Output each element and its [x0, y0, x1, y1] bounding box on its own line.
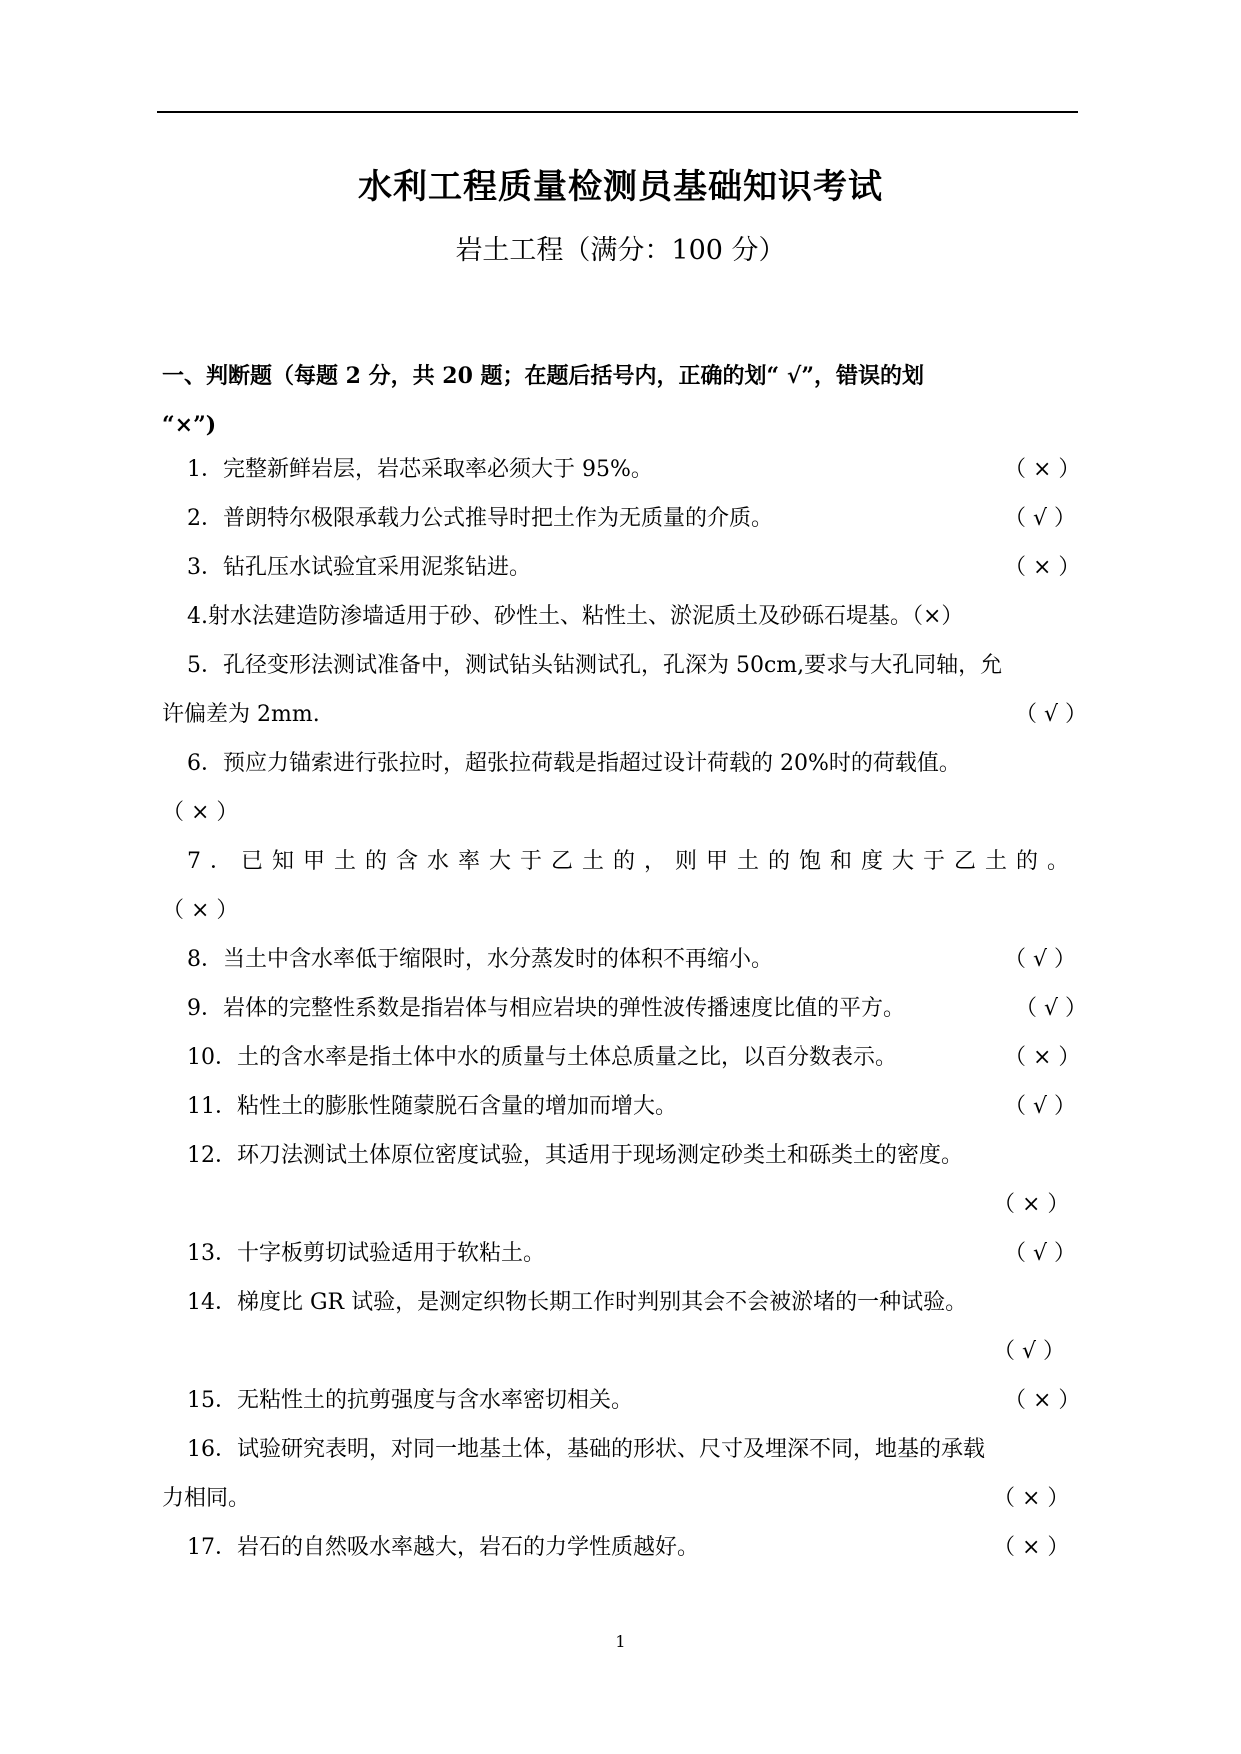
question-text: 10．土的含水率是指土体中水的质量与土体总质量之比，以百分数表示。 [187, 1045, 897, 1070]
question-6-continuation: （ × ） [162, 800, 239, 825]
answer-17: （ × ） [993, 1535, 1070, 1560]
question-text: 9．岩体的完整性系数是指岩体与相应岩块的弹性波传播速度比值的平方。 [187, 996, 905, 1021]
answer-9: （ √ ） [1015, 996, 1088, 1021]
question-text: 11．粘性土的膨胀性随蒙脱石含量的增加而增大。 [187, 1094, 677, 1119]
exam-title: 水利工程质量检测员基础知识考试 [358, 167, 883, 207]
question-16-continuation: 力相同。 [162, 1486, 251, 1511]
question-4 [162, 592, 1082, 641]
answer-12: （ × ） [993, 1192, 1070, 1217]
answer-16: （ × ） [993, 1486, 1070, 1511]
question-15 [162, 1376, 1082, 1425]
answer-11: （ √ ） [1004, 1094, 1077, 1119]
question-text: 16．试验研究表明，对同一地基土体，基础的形状、尺寸及埋深不同，地基的承载 [187, 1437, 985, 1462]
answer-1: （ × ） [1004, 457, 1081, 482]
question-10 [162, 1033, 1082, 1082]
question-text: 2．普朗特尔极限承载力公式推导时把土作为无质量的介质。 [187, 506, 773, 531]
question-14 [162, 1278, 1082, 1327]
answer-13: （ √ ） [1004, 1241, 1077, 1266]
question-text: 4.射水法建造防渗墙适用于砂、砂性土、粘性土、淤泥质土及砂砾石堤基。（×） [187, 604, 964, 629]
question-12 [162, 1131, 1082, 1180]
question-9 [162, 984, 1082, 1033]
question-5 [162, 641, 1082, 690]
answer-5: （ √ ） [1015, 702, 1088, 727]
question-17 [162, 1523, 1082, 1572]
section-heading-line2: “×”) [162, 412, 217, 438]
question-8 [162, 935, 1082, 984]
question-7 [162, 837, 1082, 886]
question-7-continuation: （ × ） [162, 898, 239, 923]
question-11 [162, 1082, 1082, 1131]
question-16 [162, 1425, 1082, 1474]
question-text: 13．十字板剪切试验适用于软粘土。 [187, 1241, 545, 1266]
answer-14: （ √ ） [993, 1339, 1066, 1364]
question-text: 17．岩石的自然吸水率越大，岩石的力学性质越好。 [187, 1535, 699, 1560]
question-text: 8．当土中含水率低于缩限时，水分蒸发时的体积不再缩小。 [187, 947, 773, 972]
answer-3: （ × ） [1004, 555, 1081, 580]
question-text: 15．无粘性土的抗剪强度与含水率密切相关。 [187, 1388, 633, 1413]
answer-8: （ √ ） [1004, 947, 1077, 972]
question-text: 6．预应力锚索进行张拉时，超张拉荷载是指超过设计荷载的 20%时的荷载值。 [187, 751, 961, 776]
question-6 [162, 739, 1082, 788]
question-text: 7．已知甲土的含水率大于乙土的，则甲土的饱和度大于乙土的。 [187, 849, 1078, 874]
question-3 [162, 543, 1082, 592]
answer-10: （ × ） [1004, 1045, 1081, 1070]
question-text: 3．钻孔压水试验宜采用泥浆钻进。 [187, 555, 531, 580]
question-13 [162, 1229, 1082, 1278]
header-rule [157, 111, 1078, 113]
question-2 [162, 494, 1082, 543]
question-5-continuation: 许偏差为 2mm. [162, 702, 320, 727]
question-1 [162, 445, 1082, 494]
answer-2: （ √ ） [1004, 506, 1077, 531]
section-heading-line1: 一、判断题（每题 2 分，共 20 题；在题后括号内，正确的划“ √”，错误的划 [162, 363, 924, 389]
page-number: 1 [615, 1632, 626, 1651]
exam-subtitle: 岩土工程（满分：100 分） [455, 235, 786, 266]
question-text: 1．完整新鲜岩层，岩芯采取率必须大于 95%。 [187, 457, 653, 482]
answer-15: （ × ） [1004, 1388, 1081, 1413]
section-heading [162, 352, 1082, 450]
question-text: 12．环刀法测试土体原位密度试验，其适用于现场测定砂类土和砾类土的密度。 [187, 1143, 963, 1168]
question-text: 5．孔径变形法测试准备中，测试钻头钻测试孔，孔深为 50cm,要求与大孔同轴，允 [187, 653, 1003, 678]
question-text: 14．梯度比 GR 试验，是测定织物长期工作时判别其会不会被淤堵的一种试验。 [187, 1290, 968, 1315]
